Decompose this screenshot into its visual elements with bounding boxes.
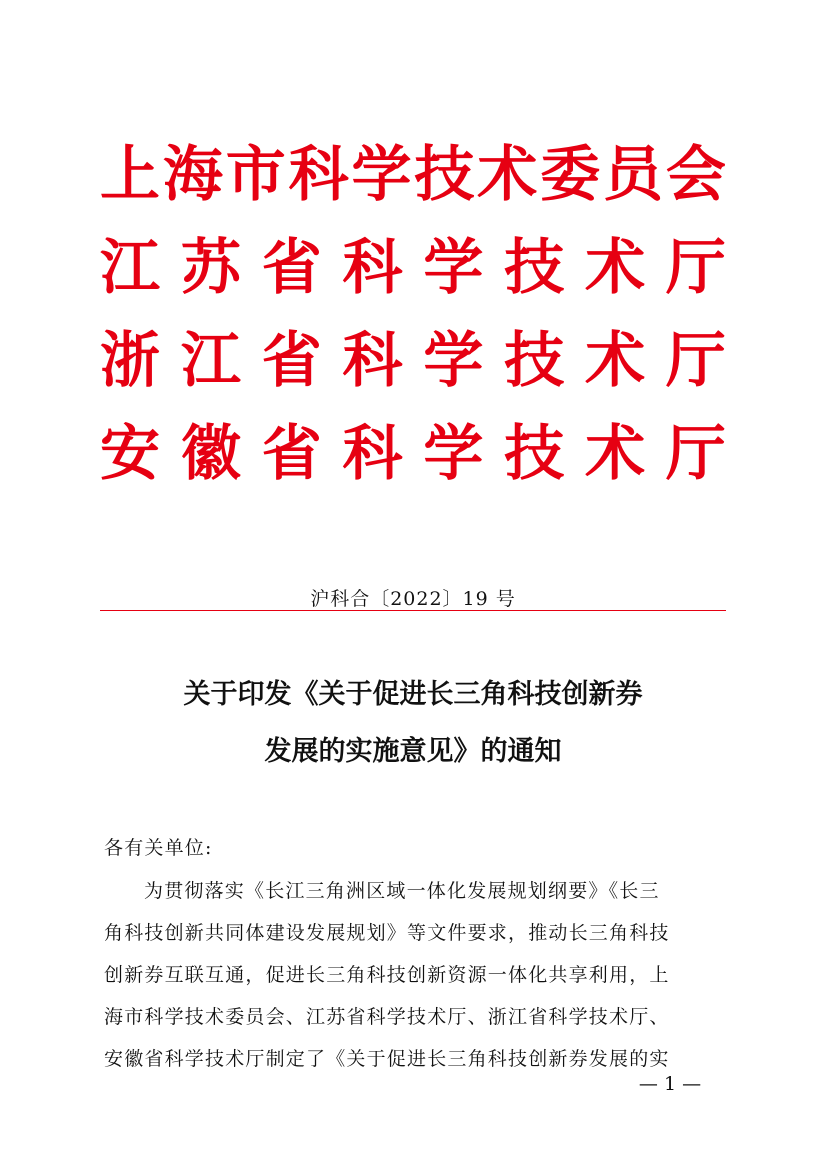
header-char: 厅 <box>665 325 726 396</box>
body-paragraph <box>104 870 726 1080</box>
header-char: 上 <box>100 139 160 210</box>
header-char: 市 <box>225 139 286 210</box>
salutation: 各有关单位: <box>104 837 213 859</box>
header-line-anhui <box>100 407 726 500</box>
header-char: 江 <box>180 325 241 396</box>
header-char: 厅 <box>665 418 726 489</box>
header-char: 术 <box>585 232 646 303</box>
header-char: 技 <box>504 418 565 489</box>
paragraph-line: 海市科学技术委员会、江苏省科学技术厅、浙江省科学技术厅、 <box>104 1006 670 1028</box>
header-char: 学 <box>351 139 412 210</box>
header-char: 科 <box>288 139 349 210</box>
header-char: 徽 <box>180 418 241 489</box>
header-char: 厅 <box>665 232 726 303</box>
paragraph-line: 安徽省科学技术厅制定了《关于促进长三角科技创新券发展的实 <box>104 1048 670 1070</box>
header-char: 技 <box>414 139 475 210</box>
header-char: 省 <box>261 418 322 489</box>
header-char: 海 <box>162 139 223 210</box>
header-char: 江 <box>100 232 160 303</box>
header-char: 安 <box>100 418 160 489</box>
header-char: 学 <box>423 232 484 303</box>
header-char: 委 <box>540 139 601 210</box>
document-number: 沪科合〔2022〕19 号 <box>310 588 516 610</box>
header-char: 科 <box>342 418 403 489</box>
header-line-zhejiang <box>100 314 726 407</box>
red-divider-line <box>100 610 726 611</box>
header-line-shanghai <box>100 128 726 221</box>
header-line-jiangsu <box>100 221 726 314</box>
header-char: 术 <box>477 139 538 210</box>
header-char: 学 <box>423 418 484 489</box>
page-number: — 1 — <box>638 1073 702 1095</box>
header-char: 苏 <box>180 232 241 303</box>
header-char: 浙 <box>100 325 160 396</box>
header-char: 技 <box>504 325 565 396</box>
header-char: 术 <box>585 418 646 489</box>
header-char: 省 <box>261 325 322 396</box>
header-char: 技 <box>504 232 565 303</box>
document-title-line-2: 发展的实施意见》的通知 <box>264 736 562 767</box>
header-char: 术 <box>585 325 646 396</box>
paragraph-line: 创新券互联互通，促进长三角科技创新资源一体化共享利用，上 <box>104 964 670 986</box>
paragraph-line: 为贯彻落实《长江三角洲区域一体化发展规划纲要》《长三 <box>144 880 660 902</box>
header-char: 科 <box>342 232 403 303</box>
header-char: 省 <box>261 232 322 303</box>
header-char: 学 <box>423 325 484 396</box>
issuing-authorities-header <box>100 128 726 500</box>
document-title-line-1: 关于印发《关于促进长三角科技创新券 <box>183 679 643 710</box>
header-char: 员 <box>603 139 663 210</box>
header-char: 科 <box>342 325 403 396</box>
paragraph-line: 角科技创新共同体建设发展规划》等文件要求，推动长三角科技 <box>104 922 670 944</box>
header-char: 会 <box>665 139 726 210</box>
